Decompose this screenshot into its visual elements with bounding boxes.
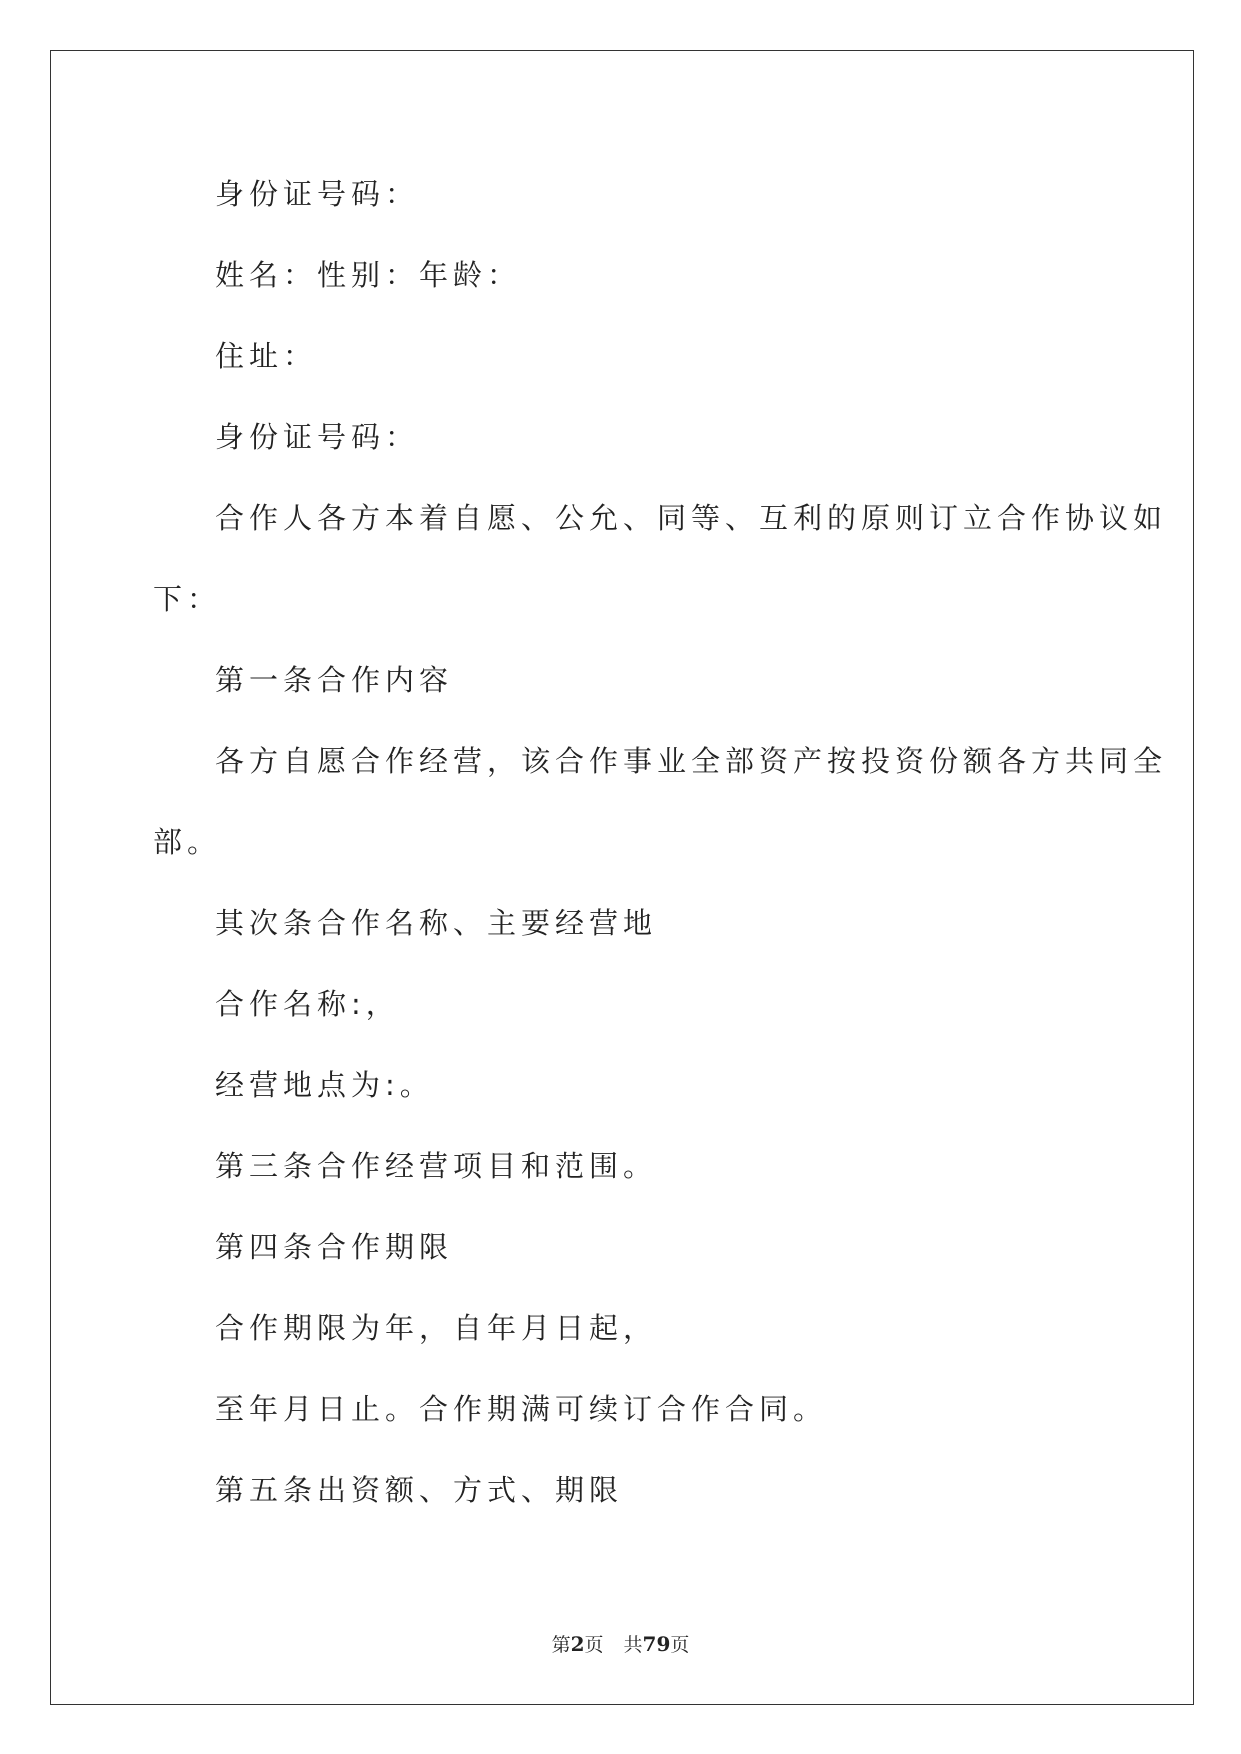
text-line: 部。 [153, 825, 222, 859]
footer-total-suffix: 页 [670, 1634, 690, 1656]
footer-page-suffix: 页 [584, 1634, 604, 1656]
footer-total-prefix: 共 [623, 1634, 643, 1656]
text-line: 合作期限为年，自年月日起， [215, 1311, 658, 1345]
text-line: 身份证号码： [215, 420, 420, 454]
section-heading: 第三条合作经营项目和范围。 [215, 1149, 658, 1183]
footer-page-number: 2 [570, 1632, 585, 1656]
text-line: 经营地点为:。 [215, 1068, 434, 1102]
text-line: 至年月日止。合作期满可续订合作合同。 [215, 1392, 828, 1426]
footer-total-pages: 79 [642, 1632, 671, 1656]
page-border [50, 50, 1194, 1705]
text-line: 合作名称:， [215, 987, 400, 1021]
section-heading: 第四条合作期限 [215, 1230, 454, 1264]
footer-page-prefix: 第 [551, 1634, 571, 1656]
text-line: 姓名：性别：年龄： [215, 258, 522, 292]
section-heading: 第五条出资额、方式、期限 [215, 1473, 624, 1507]
section-heading: 其次条合作名称、主要经营地 [215, 906, 658, 940]
text-line: 合作人各方本着自愿、公允、同等、互利的原则订立合作协议如 [215, 501, 1168, 535]
text-line: 身份证号码： [215, 177, 420, 211]
section-heading: 第一条合作内容 [215, 663, 454, 697]
page-footer [0, 1634, 1241, 1655]
text-line: 下： [153, 582, 222, 616]
text-line: 住址： [215, 339, 318, 373]
text-line: 各方自愿合作经营，该合作事业全部资产按投资份额各方共同全 [215, 744, 1168, 778]
